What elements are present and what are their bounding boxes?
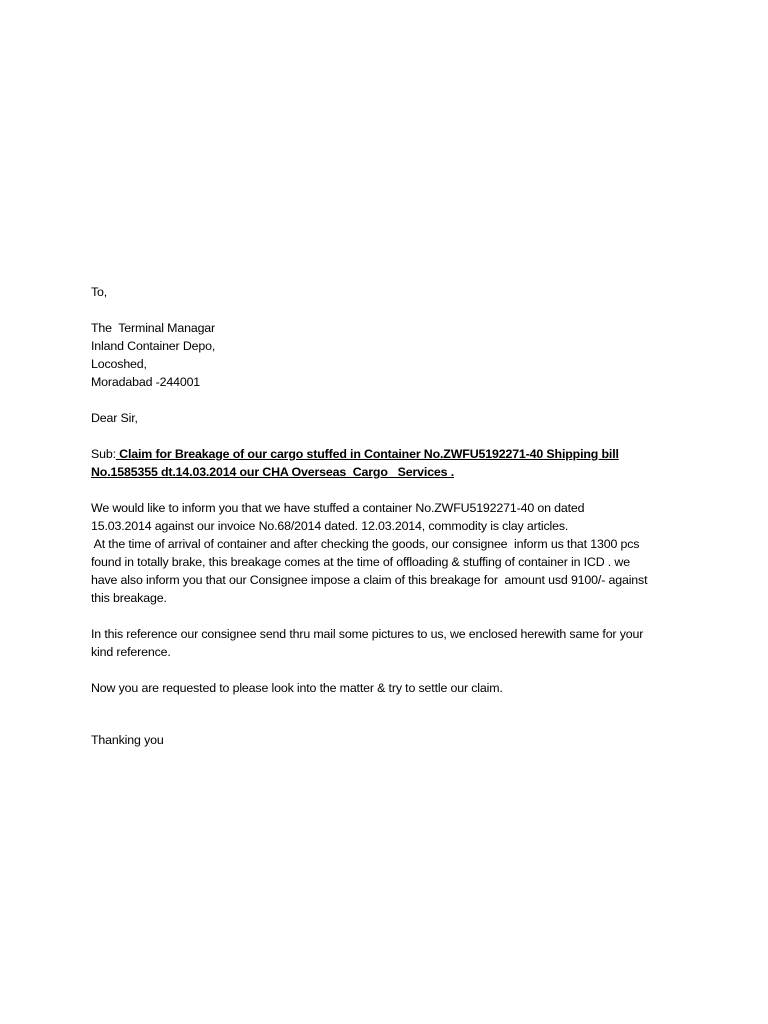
address-line: Inland Container Depo, [91, 339, 216, 353]
subject-line-1 [91, 445, 691, 463]
spacer [91, 391, 691, 409]
subject-line-2 [91, 463, 691, 481]
closing: Thanking you [91, 733, 164, 747]
paragraph-line: have also inform you that our Consignee impose a claim of this breakage for amount usd 9100/- against [91, 573, 648, 587]
recipient-address [91, 319, 691, 391]
paragraph-2 [91, 625, 691, 661]
paragraph-line: found in totally brake, this breakage comes at the time of offloading & stuffing of container in ICD . we [91, 555, 630, 569]
letter-body [91, 283, 691, 749]
spacer [91, 661, 691, 679]
subject-block [91, 445, 691, 481]
paragraph-line: kind reference. [91, 645, 171, 659]
spacer [91, 481, 691, 499]
paragraph-line: 15.03.2014 against our invoice No.68/2014 dated. 12.03.2014, commodity is clay articles. [91, 519, 569, 533]
subject-text: Claim for Breakage of our cargo stuffed in Container No.ZWFU5192271-40 Shipping bill [115, 447, 619, 461]
spacer [91, 301, 691, 319]
paragraph-line: We would like to inform you that we have stuffed a container No.ZWFU5192271-40 on dated [91, 501, 585, 515]
paragraph-3: Now you are requested to please look into the matter & try to settle our claim. [91, 681, 503, 695]
paragraph-line: this breakage. [91, 591, 167, 605]
paragraph-line: At the time of arrival of container and after checking the goods, our consignee inform us that 1300 pcs [91, 537, 640, 551]
subject-text: No.1585355 dt.14.03.2014 our CHA Overseas Cargo Services . [91, 465, 454, 479]
paragraph-line: In this reference our consignee send thru mail some pictures to us, we enclosed herewith same for your [91, 627, 644, 641]
address-line: Moradabad -244001 [91, 375, 201, 389]
spacer [91, 607, 691, 625]
greeting: Dear Sir, [91, 411, 138, 425]
address-line: The Terminal Managar [91, 321, 216, 335]
paragraph-1 [91, 499, 691, 607]
spacer [91, 697, 691, 731]
address-line: Locoshed, [91, 357, 147, 371]
subject-prefix: Sub: [91, 447, 116, 461]
spacer [91, 427, 691, 445]
salutation-to: To, [91, 285, 108, 299]
